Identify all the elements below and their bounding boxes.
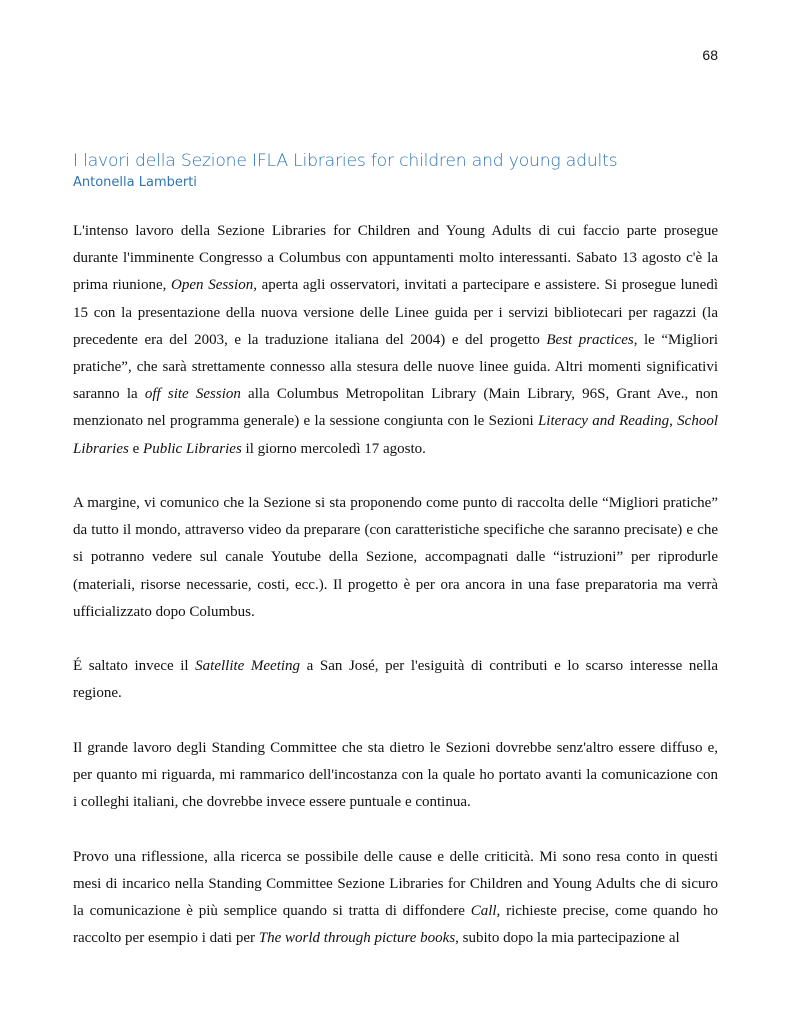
paragraph-text: Provo una riflessione, alla ricerca se possibile delle cause e delle criticità. Mi sono resa conto in questi mesi di incarico nella Standing Committee Sezione Libraries for Children and Young Adults che di sicuro la comunicazione è più semplice quando si tratta di diffondere (73, 848, 718, 920)
article-author: Antonella Lamberti (73, 175, 197, 190)
italic-text: off site Session (144, 386, 241, 403)
page-number: 68 (702, 47, 718, 63)
paragraph-text: e (128, 440, 144, 457)
paragraph-text: a San José, per l'esiguità di contributi e lo scarso interesse nella regione. (73, 658, 718, 702)
paragraph-text: L'intenso lavoro della Sezione Libraries for Children and Young Adults di cui faccio parte prosegue durante l'imminente Congresso a Columbus con appuntamenti molto interessanti. Sabato 13 agosto c'è la prima riunione, (73, 223, 718, 294)
paragraph-text: , le “Migliori pratiche”, che sarà strettamente connesso alla stesura delle nuove linee guida. Altri momenti significativi saranno la (73, 331, 719, 403)
italic-text: Open Session (171, 277, 254, 294)
article-title: I lavori della Sezione IFLA Libraries for children and young adults (73, 151, 618, 171)
italic-text: Call, (470, 903, 501, 920)
italic-text: Best practices (546, 331, 634, 348)
paragraph-text: alla Columbus Metropolitan Library (Main Library, 96S, Grant Ave., non menzionato nel programma generale) e la sessione congiunta con le Sezioni (73, 386, 718, 430)
paragraph-text: , subito dopo la mia partecipazione al (455, 930, 680, 947)
article-header (73, 149, 733, 193)
paragraph (73, 218, 718, 463)
italic-text: Satellite Meeting (195, 658, 301, 675)
italic-text: Literacy and Reading (537, 413, 670, 430)
paragraph-text: A margine, vi comunico che la Sezione si sta proponendo come punto di raccolta delle “Migliori pratiche” da tutto il mondo, attraverso video da preparare (con caratteristiche specifiche che saranno precisate) e che si potranno vedere sul canale Youtube della Sezione, accompagnati dalle “istruzioni” per riprodurle (materiali, risorse necessarie, costi, ecc.). Il progetto è per ora ancora in una fase preparatoria ma verrà ufficializzato dopo Columbus. (73, 495, 718, 620)
article-body (73, 218, 718, 952)
paragraph (73, 653, 718, 707)
italic-text: School Libraries (73, 413, 718, 457)
paragraph-text: richieste precise, come quando ho raccolto per esempio i dati per (73, 903, 718, 947)
italic-text: Public Libraries (143, 440, 242, 457)
paragraph (73, 844, 718, 953)
paragraph-text: É saltato invece il (73, 658, 196, 675)
paragraph-text: il giorno mercoledì 17 agosto. (241, 440, 426, 457)
paragraph (73, 735, 718, 817)
paragraph-text: , (669, 413, 678, 430)
paragraph-text: , aperta agli osservatori, invitati a partecipare e assistere. Si prosegue lunedì 15 con la presentazione della nuova versione delle Linee guida per i servizi bibliotecari per ragazzi (la precedente era del 2003, e la traduzione italiana del 2004) e del progetto (73, 277, 718, 348)
italic-text: The world through picture books (258, 930, 456, 947)
paragraph-text: Il grande lavoro degli Standing Committee che sta dietro le Sezioni dovrebbe senz'altro essere diffuso e, per quanto mi riguarda, mi rammarico dell'incostanza con la quale ho portato avanti la comunicazione con i colleghi italiani, che dovrebbe invece essere puntuale e continua. (73, 739, 718, 811)
paragraph (73, 490, 718, 626)
